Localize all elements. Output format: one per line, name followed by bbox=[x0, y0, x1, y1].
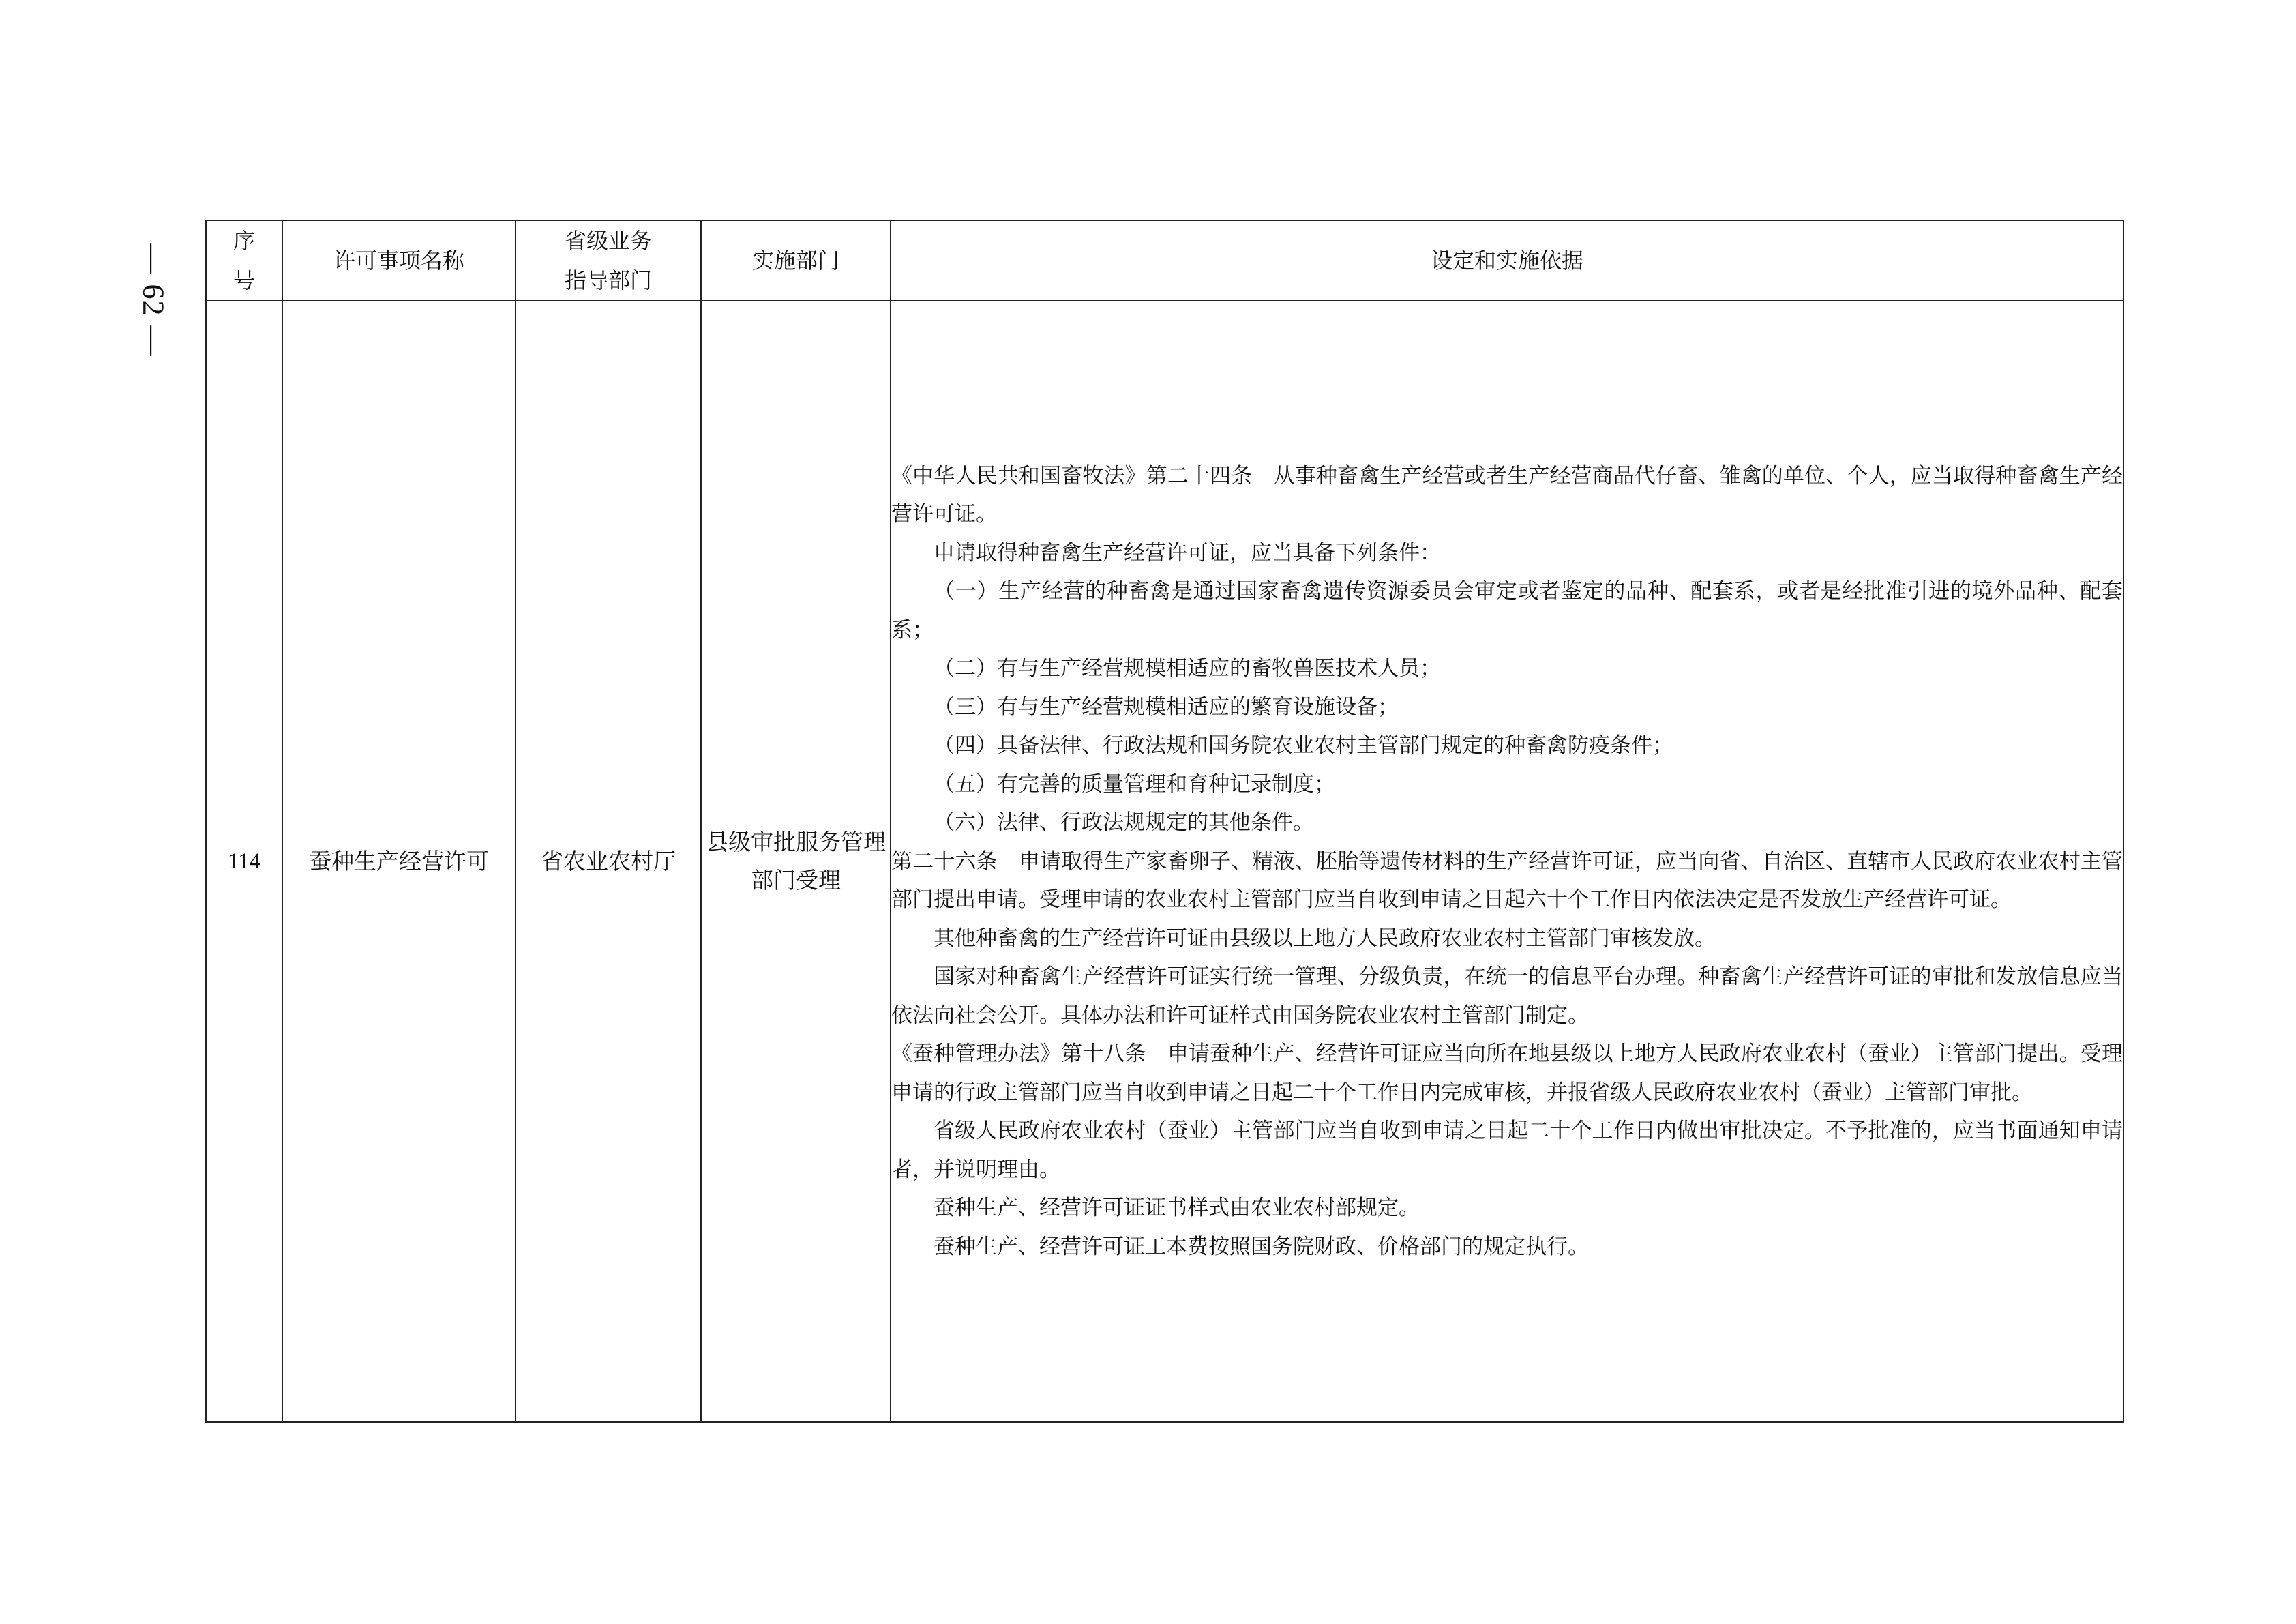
row-item-name: 蚕种生产经营许可 bbox=[282, 301, 516, 1422]
header-provincial-dept: 省级业务指导部门 bbox=[516, 220, 701, 301]
row-basis bbox=[891, 301, 2123, 1422]
basis-paragraph: 国家对种畜禽生产经营许可证实行统一管理、分级负责，在统一的信息平台办理。种畜禽生产经营许可证的审批和发放信息应当依法向社会公开。具体办法和许可证样式由国务院农业农村主管部门制定。 bbox=[891, 964, 2123, 1028]
basis-paragraph: 第二十六条 申请取得生产家畜卵子、精液、胚胎等遗传材料的生产经营许可证，应当向省、自治区、直辖市人民政府农业农村主管部门提出申请。受理申请的农业农村主管部门应当自收到申请之日起六十个工作日内依法决定是否发放生产经营许可证。 bbox=[891, 848, 2123, 913]
basis-paragraph: 《蚕种管理办法》第十八条 申请蚕种生产、经营许可证应当向所在地县级以上地方人民政府农业农村（蚕业）主管部门提出。受理申请的行政主管部门应当自收到申请之日起二十个工作日内完成审核，并报省级人民政府农业农村（蚕业）主管部门审批。 bbox=[891, 1042, 2123, 1105]
header-item-name: 许可事项名称 bbox=[282, 220, 516, 301]
basis-paragraph: 《中华人民共和国畜牧法》第二十四条 从事种畜禽生产经营或者生产经营商品代仔畜、雏禽的单位、个人，应当取得种畜禽生产经营许可证。 bbox=[891, 463, 2123, 527]
basis-paragraph: 其他种畜禽的生产经营许可证由县级以上地方人民政府农业农村主管部门审核发放。 bbox=[934, 926, 1716, 951]
basis-paragraph: （四）具备法律、行政法规和国务院农业农村主管部门规定的种畜禽防疫条件； bbox=[934, 733, 1673, 758]
page-number-text: — 62 — bbox=[136, 243, 170, 357]
table-header-row bbox=[206, 220, 2123, 301]
basis-paragraph: （三）有与生产经营规模相适应的繁育设施设备； bbox=[934, 694, 1399, 720]
basis-paragraph: 蚕种生产、经营许可证工本费按照国务院财政、价格部门的规定执行。 bbox=[934, 1234, 1589, 1259]
header-index: 序号 bbox=[206, 220, 282, 301]
basis-paragraph: 申请取得种畜禽生产经营许可证，应当具备下列条件： bbox=[934, 540, 1441, 565]
row-index: 114 bbox=[206, 301, 282, 1422]
basis-paragraph: （一）生产经营的种畜禽是通过国家畜禽遗传资源委员会审定或者鉴定的品种、配套系，或者是经批准引进的境外品种、配套系； bbox=[891, 579, 2123, 643]
basis-text bbox=[891, 457, 2123, 1267]
basis-paragraph: 省级人民政府农业农村（蚕业）主管部门应当自收到申请之日起二十个工作日内做出审批决定。不予批准的，应当书面通知申请者，并说明理由。 bbox=[891, 1119, 2123, 1182]
table-row bbox=[206, 301, 2123, 1422]
basis-paragraph: （二）有与生产经营规模相适应的畜牧兽医技术人员； bbox=[934, 656, 1441, 681]
basis-paragraph: （五）有完善的质量管理和育种记录制度； bbox=[934, 771, 1335, 797]
basis-paragraph: 蚕种生产、经营许可证证书样式由农业农村部规定。 bbox=[934, 1196, 1420, 1221]
permit-table bbox=[205, 220, 2124, 1423]
header-basis: 设定和实施依据 bbox=[891, 220, 2123, 301]
header-implementing-dept: 实施部门 bbox=[701, 220, 891, 301]
page-number bbox=[133, 211, 174, 389]
row-implementing-dept: 县级审批服务管理部门受理 bbox=[701, 301, 891, 1422]
basis-paragraph: （六）法律、行政法规规定的其他条件。 bbox=[934, 810, 1314, 836]
row-provincial-dept: 省农业农村厅 bbox=[516, 301, 701, 1422]
